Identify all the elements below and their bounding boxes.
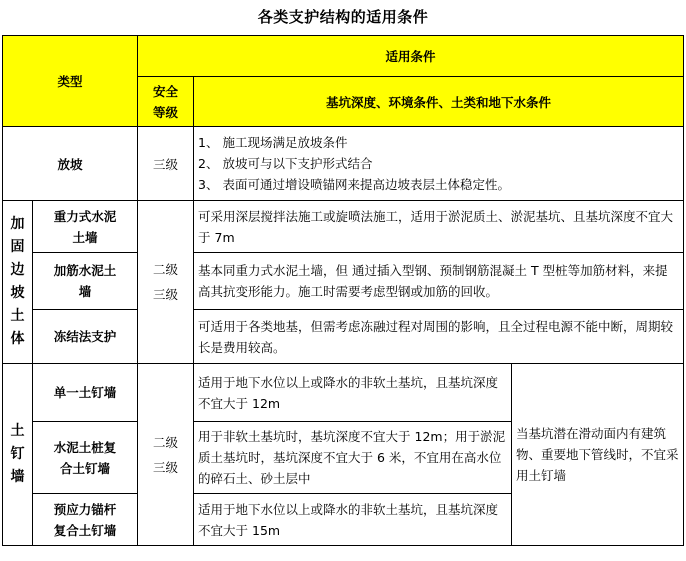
group-char: 墙	[10, 469, 25, 485]
group-char: 加	[10, 216, 25, 232]
reinforced-sub-text: 基本同重力式水泥土墙，但 通过插入型钢、预制钢筋混凝土 T 型桩等加筋材料，来提高其抗变形能力。施工时需要考虑型钢或加筋的回收。	[194, 253, 684, 310]
sub-name-text: 水泥土桩复合土钉墙	[53, 439, 117, 476]
reinforced-group	[3, 201, 33, 364]
group-char: 坡	[10, 285, 25, 301]
header-safety-level	[138, 77, 194, 127]
slope-item: 1、 施工现场满足放坡条件	[198, 135, 348, 150]
sub-name-text: 加筋水泥土墙	[53, 263, 117, 299]
group-char: 体	[10, 331, 25, 347]
slope-name: 放坡	[3, 127, 138, 201]
header-type: 类型	[3, 36, 138, 127]
nailing-note: 当基坑潜在滑动面内有建筑物、重要地下管线时，不宜采用土钉墙	[512, 364, 684, 546]
nailing-sub-name	[33, 494, 138, 546]
sub-name-text: 预应力锚杆复合土钉墙	[53, 501, 117, 538]
nailing-sub-text: 用于非软土基坑时，基坑深度不宜大于 12m；用于淤泥质土基坑时，基坑深度不宜大于 6 米，不宜用在高水位的碎石土、砂土层中	[194, 422, 512, 494]
safety-level-label: 安全等级	[153, 83, 179, 120]
nailing-sub-name: 单一土钉墙	[33, 364, 138, 422]
reinforced-level: 二级 三级	[138, 201, 194, 364]
nailing-sub-name	[33, 422, 138, 494]
header-conditions: 适用条件	[138, 36, 684, 77]
nailing-sub-text: 适用于地下水位以上或降水的非软土基坑，且基坑深度不宜大于 15m	[194, 494, 512, 546]
slope-level: 三级	[138, 127, 194, 201]
reinforced-sub-name	[33, 253, 138, 310]
support-conditions-table	[2, 35, 684, 546]
reinforced-sub-name	[33, 201, 138, 253]
reinforced-sub-name: 冻结法支护	[33, 310, 138, 364]
reinforced-sub-text: 可适用于各类地基，但需考虑冻融过程对周围的影响，且全过程电源不能中断，周期较长是费用较高。	[194, 310, 684, 364]
slope-items	[194, 127, 684, 201]
group-char: 固	[10, 239, 25, 255]
slope-item: 2、 放坡可与以下支护形式结合	[198, 156, 373, 171]
group-char: 土	[10, 423, 25, 439]
group-char: 土	[10, 308, 25, 324]
group-char: 钉	[10, 446, 25, 462]
nailing-group	[3, 364, 33, 546]
sub-name-text: 重力式水泥土墙	[53, 208, 117, 245]
reinforced-sub-text: 可采用深层搅拌法施工或旋喷法施工，适用于淤泥质土、淤泥基坑、且基坑深度不宜大于 7m	[194, 201, 684, 253]
group-char: 边	[10, 262, 25, 278]
page-title: 各类支护结构的适用条件	[257, 8, 429, 26]
nailing-sub-text: 适用于地下水位以上或降水的非软土基坑，且基坑深度不宜大于 12m	[194, 364, 512, 422]
header-detail: 基坑深度、环境条件、土类和地下水条件	[194, 77, 684, 127]
slope-item: 3、 表面可通过增设喷锚网来提高边坡表层土体稳定性。	[198, 177, 510, 192]
nailing-level: 二级 三级	[138, 364, 194, 546]
